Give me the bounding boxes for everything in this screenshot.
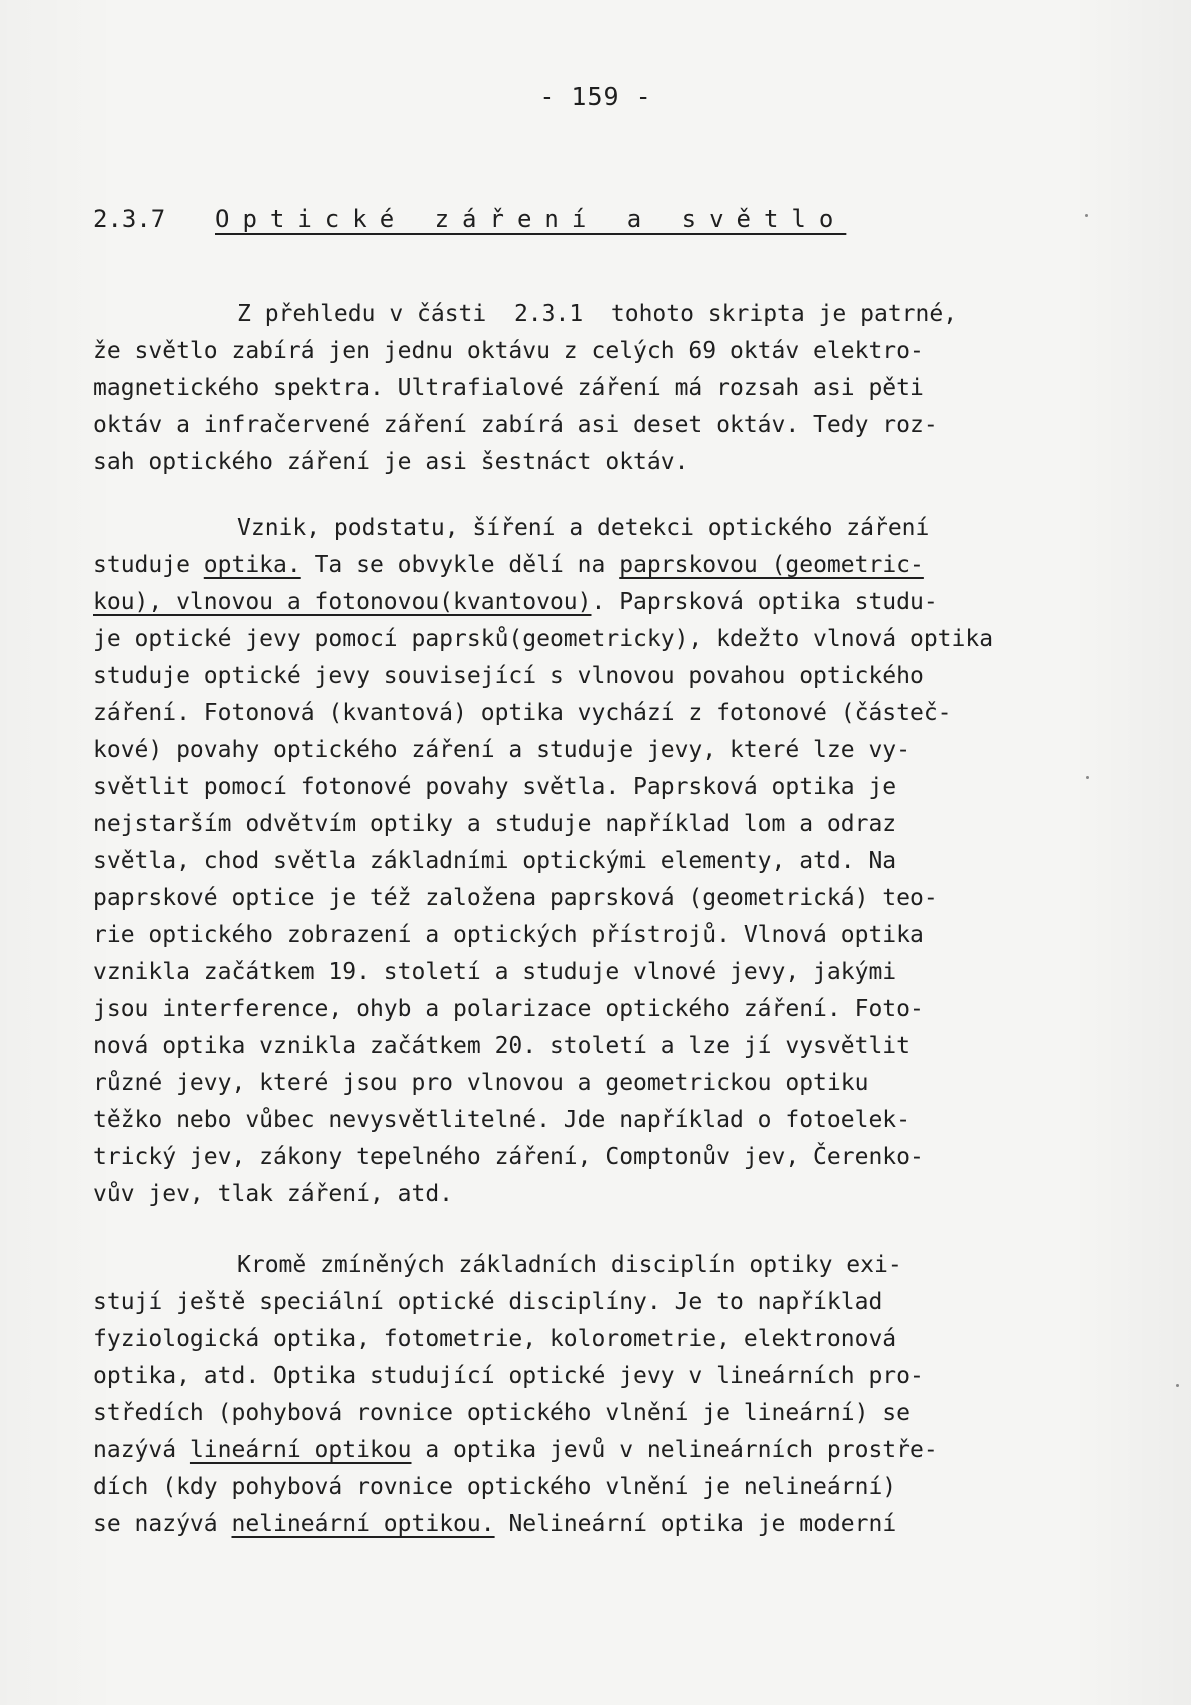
scan-speck [1176, 1384, 1179, 1387]
text-line: různé jevy, které jsou pro vlnovou a geometrickou optiku [93, 1070, 869, 1096]
text-line: světlit pomocí fotonové povahy světla. Paprsková optika je [93, 774, 897, 800]
text-line: světla, chod světla základními optickými elementy, atd. Na [93, 848, 897, 874]
scan-speck [1085, 214, 1088, 217]
text-line: trický jev, zákony tepelného záření, Comptonův jev, Čerenko- [93, 1144, 924, 1170]
text-line: studuje optické jevy související s vlnovou povahou optického [93, 663, 924, 689]
text-line: kové) povahy optického záření a studuje jevy, které lze vy- [93, 737, 910, 763]
underlined-term: lineární optikou [189, 1437, 412, 1463]
text-line: středích (pohybová rovnice optického vlnění je lineární) se [93, 1400, 910, 1426]
page-number: - 159 - [539, 82, 652, 111]
text-line: rie optického zobrazení a optických přístrojů. Vlnová optika [93, 922, 924, 948]
underlined-term: optika. [203, 552, 301, 578]
text-run: . Paprsková optika studu- [591, 589, 938, 615]
paragraph [93, 296, 1053, 481]
section-number: 2.3.7 [93, 205, 166, 233]
text-line [93, 584, 1053, 621]
section-title: Optické záření a světlo [215, 205, 847, 233]
text-line: dích (kdy pohybová rovnice optického vlnění je nelineární) [93, 1474, 897, 1500]
text-line: vznikla začátkem 19. století a studuje vlnové jevy, jakými [93, 959, 897, 985]
text-line: jsou interference, ohyb a polarizace optického záření. Foto- [93, 996, 924, 1022]
underlined-term: kou), vlnovou a fotonovou(kvantovou) [93, 589, 592, 615]
text-line: Vznik, podstatu, šíření a detekci optického záření [237, 515, 930, 541]
text-line: Z přehledu v části 2.3.1 tohoto skripta je patrné, [237, 301, 958, 327]
paragraph [93, 1247, 1053, 1543]
paragraph [93, 510, 1053, 1213]
text-run: se nazývá [93, 1511, 232, 1537]
text-line: záření. Fotonová (kvantová) optika vychází z fotonové (částeč- [93, 700, 952, 726]
text-line: fyziologická optika, fotometrie, kolorometrie, elektronová [93, 1326, 897, 1352]
text-line: že světlo zabírá jen jednu oktávu z celých 69 oktáv elektro- [93, 338, 924, 364]
section-heading [93, 205, 846, 233]
text-line [93, 547, 1053, 584]
text-line [93, 1432, 1053, 1469]
text-line: nová optika vznikla začátkem 20. století a lze jí vysvětlit [93, 1033, 910, 1059]
scan-speck [1086, 776, 1089, 779]
text-run: Nelineární optika je moderní [494, 1511, 897, 1537]
text-run: nazývá [93, 1437, 190, 1463]
underlined-term: nelineární optikou. [231, 1511, 495, 1537]
text-line: sah optického záření je asi šestnáct oktáv. [93, 449, 689, 475]
text-line [93, 1506, 1053, 1543]
text-line: je optické jevy pomocí paprsků(geometricky), kdežto vlnová optika [93, 626, 994, 652]
text-line: stují ještě speciální optické disciplíny. Je to například [93, 1289, 883, 1315]
text-line: paprskové optice je též založena paprsková (geometrická) teo- [93, 885, 938, 911]
text-run: studuje [93, 552, 204, 578]
text-line: magnetického spektra. Ultrafialové záření má rozsah asi pěti [93, 375, 924, 401]
text-line: optika, atd. Optika studující optické jevy v lineárních pro- [93, 1363, 924, 1389]
text-line: těžko nebo vůbec nevysvětlitelné. Jde například o fotoelek- [93, 1107, 910, 1133]
text-run: Ta se obvykle dělí na [300, 552, 620, 578]
text-line: oktáv a infračervené záření zabírá asi deset oktáv. Tedy roz- [93, 412, 938, 438]
text-line: nejstarším odvětvím optiky a studuje například lom a odraz [93, 811, 897, 837]
text-line: vův jev, tlak záření, atd. [93, 1181, 454, 1207]
text-run: a optika jevů v nelineárních prostře- [411, 1437, 938, 1463]
text-line: Kromě zmíněných základních disciplín optiky exi- [237, 1252, 902, 1278]
underlined-term: paprskovou (geometric- [619, 552, 924, 578]
